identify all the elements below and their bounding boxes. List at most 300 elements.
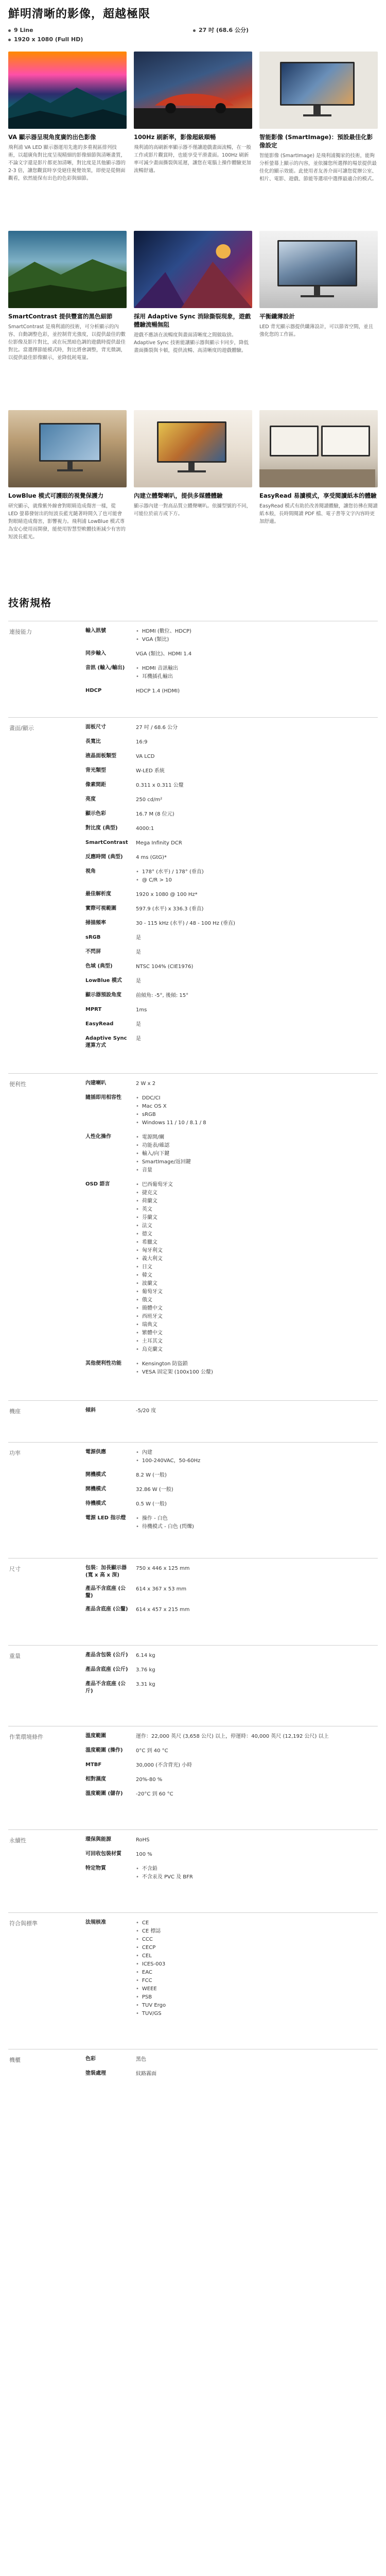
feature-image (134, 231, 252, 308)
spec-value (136, 1006, 378, 1014)
spec-row (85, 1865, 378, 1882)
spec-key: 色彩 (85, 2056, 96, 2062)
feature-text: 飛利浦 VA LED 顯示器運用先進的多重視區排列技術，以超廣角對比度呈現精細的影像細節與清晰畫質，不論文字還是影片都更加清晰，對比度是其他顯示器的 2-3 倍，讓您觀賞時享受絕佳視覺效果，即使是從側面觀看，依然能保有出色的色彩與細節。 (8, 145, 126, 181)
car-illustration (134, 52, 252, 129)
bullet-icon (193, 29, 196, 32)
spec-value-item: • VESA 固定架 (100x100 公釐) (136, 1368, 378, 1377)
spec-value-item: 黑色 (136, 2057, 146, 2062)
spec-value-item: • 操作 - 白色 (136, 1515, 378, 1523)
monitor-illustration (157, 421, 226, 463)
spec-rows (85, 1449, 378, 1537)
spec-key: 液晶面板類型 (85, 753, 116, 759)
spec-value-item: • CE (136, 1919, 378, 1927)
spec-section (8, 1073, 378, 1383)
spec-value-item: 250 cd/m² (136, 797, 163, 803)
feature-image (8, 410, 127, 487)
feature-card (8, 52, 127, 222)
spec-value-item: NTSC 104% (CIE1976) (136, 964, 194, 970)
spec-key: 傾斜 (85, 1408, 96, 1413)
spec-value-item: VA LCD (136, 754, 155, 759)
spec-value-item: -20°C 到 60 °C (136, 1791, 173, 1797)
feature-card (8, 410, 127, 572)
spec-value-item: 20%-80 % (136, 1777, 163, 1783)
spec-value-item: 30 - 115 kHz (水平) / 48 - 100 Hz (垂直) (136, 921, 235, 926)
spec-key: SmartContrast (85, 840, 128, 845)
spec-value (136, 1790, 378, 1799)
spec-value (136, 1666, 378, 1674)
spec-row (85, 839, 378, 848)
feature-title: 智能影像 (SmartImage)：預設最佳化影像設定 (259, 133, 373, 149)
feature-card (8, 231, 127, 401)
spec-value-item: 6.14 kg (136, 1653, 155, 1658)
spec-row (85, 948, 378, 957)
spec-key: 電源供應 (85, 1449, 106, 1455)
spec-rows (85, 1080, 378, 1383)
spec-value (136, 665, 378, 681)
spec-value-item: HDCP 1.4 (HDMI) (136, 688, 180, 694)
spec-value (136, 1486, 378, 1494)
spec-value (136, 1500, 378, 1509)
spec-row (85, 1360, 378, 1377)
spec-section (8, 1912, 378, 2024)
spec-value-item: • 荷蘭文 (136, 1197, 378, 1206)
spec-sections (8, 621, 378, 2084)
spec-value-item: • 178° (水平) / 178° (垂直) (136, 868, 378, 876)
spec-row (85, 810, 378, 819)
spec-value (136, 782, 378, 790)
spec-value (136, 1836, 378, 1844)
spec-section-title: 重量 (9, 1653, 21, 1659)
feature-text: 顯示器內建一對高品質立體聲喇叭。依據型號的不同，可能位於前方或下方。 (134, 503, 252, 517)
spec-key: OSD 語言 (85, 1181, 110, 1187)
spec-value-item: • 韓文 (136, 1272, 378, 1280)
spec-key: EasyRead (85, 1021, 114, 1027)
spec-value-item: • 電源開/關 (136, 1133, 378, 1142)
spec-row (85, 905, 378, 913)
spec-section (8, 621, 378, 702)
spec-value (136, 1360, 378, 1377)
spec-key: 顯示器預設角度 (85, 992, 121, 998)
feature-card (259, 52, 378, 222)
feature-image (8, 52, 127, 129)
spec-key: 視角 (85, 869, 96, 874)
spec-value (136, 1471, 378, 1480)
spec-row (85, 1733, 378, 1741)
spec-value-item: • HDMI 音訊輸出 (136, 665, 378, 673)
spec-key: 法規核准 (85, 1920, 106, 1925)
spec-key: 最佳解析度 (85, 891, 111, 897)
specs-section (0, 572, 386, 2084)
feature-card (259, 231, 378, 401)
spec-key: 輸入訊號 (85, 628, 106, 634)
spec-value (136, 868, 378, 885)
spec-value (136, 1606, 378, 1614)
spec-value-item: 運作：22,000 英尺 (3,658 公尺) 以上，停運時：40,000 英尺 (12,192 公尺) 以上 (136, 1734, 329, 1739)
spec-value-item: • 土耳其文 (136, 1337, 378, 1346)
spec-value-item: 是 (136, 1036, 141, 1042)
spec-key: 開機模式 (85, 1472, 106, 1478)
spec-value-item: • TUV Ergo (136, 2002, 378, 2010)
spec-value (136, 1407, 378, 1415)
spec-value-item: 紋路霧面 (136, 2071, 156, 2077)
spec-row (85, 825, 378, 833)
feature-card (134, 410, 252, 572)
spec-section-title: 機櫃 (9, 2057, 21, 2063)
spec-value (136, 1865, 378, 1882)
spec-section (8, 1726, 378, 1805)
spec-value (136, 1652, 378, 1660)
spec-row (85, 1606, 378, 1614)
spec-value-item: • 巴西葡萄牙文 (136, 1181, 378, 1189)
spec-value (136, 1585, 378, 1600)
spec-row (85, 1836, 378, 1844)
spec-value-item: 0.311 x 0.311 公釐 (136, 783, 184, 788)
spec-row (85, 920, 378, 928)
feature-image (259, 231, 378, 308)
spec-value (136, 963, 378, 971)
spec-row (85, 854, 378, 862)
feature-image (134, 52, 252, 129)
spec-row (85, 1851, 378, 1859)
spec-key: 產品含包裝 (公斤) (85, 1652, 128, 1658)
spec-value-item: • 德文 (136, 1230, 378, 1239)
hero-meta (8, 26, 378, 44)
hero-meta-item: 9 Line (8, 26, 193, 35)
spec-value-item: Mega Infinity DCR (136, 840, 182, 846)
spec-value-item: • DDC/CI (136, 1094, 378, 1103)
spec-value-item: • 捷克文 (136, 1189, 378, 1197)
feature-title: SmartContrast 提供豐富的黑色細節 (8, 313, 113, 320)
spec-section (8, 2049, 378, 2084)
spec-row (85, 1021, 378, 1029)
spec-value (136, 1681, 378, 1695)
spec-value (136, 1094, 378, 1127)
spec-value-item: • 英文 (136, 1206, 378, 1214)
spec-key: 產品含底座 (公釐) (85, 1606, 128, 1612)
spec-key: 不閃屏 (85, 949, 101, 955)
spec-value (136, 687, 378, 696)
hero-title: 鮮明清晰的影像，超越極限 (8, 8, 151, 21)
spec-value-item: • 音量 (136, 1166, 378, 1175)
spec-key: 產品含底座 (公斤) (85, 1667, 128, 1672)
spec-key: 電源 LED 指示燈 (85, 1515, 126, 1521)
spec-value-item: • PSB (136, 1993, 378, 2002)
spec-row (85, 1407, 378, 1415)
feature-title: VA 顯示器呈現角度廣的出色影像 (8, 133, 96, 141)
spec-key: 溫度範圍 (儲存) (85, 1791, 123, 1797)
hero-meta-item: 27 吋 (68.6 公分) (193, 26, 378, 35)
spec-value-item: 100 % (136, 1852, 152, 1857)
spec-key: sRGB (85, 935, 101, 940)
spec-section-title: 尺寸 (9, 1566, 21, 1572)
spec-row (85, 934, 378, 942)
spec-value (136, 992, 378, 1000)
spec-value (136, 810, 378, 819)
spec-rows (85, 1733, 378, 1805)
spec-key: 音訊 (輸入/輸出) (85, 665, 125, 671)
spec-value-item: 614 x 457 x 215 mm (136, 1607, 190, 1613)
spec-row (85, 1181, 378, 1354)
spec-value-item: • 待機模式 - 白色 (閃爍) (136, 1523, 378, 1531)
spec-value-item: 32.86 W (一般) (136, 1487, 173, 1493)
spec-key: 相對濕度 (85, 1776, 106, 1782)
spec-value-item: • 100-240VAC，50-60Hz (136, 1457, 378, 1465)
spec-row (85, 963, 378, 971)
spec-section-title: 符合與標準 (9, 1920, 38, 1927)
spec-section (8, 1400, 378, 1421)
spec-key: 背光類型 (85, 768, 106, 773)
spec-value-item: 是 (136, 978, 141, 984)
spec-row (85, 650, 378, 658)
spec-value-item: 4 ms (GtG)* (136, 855, 167, 860)
spec-row (85, 687, 378, 696)
spec-row (85, 1919, 378, 2018)
spec-value-item: 4000:1 (136, 826, 154, 832)
spec-key: 人性化操作 (85, 1134, 111, 1140)
spec-rows (85, 628, 378, 702)
feature-grid (0, 44, 386, 572)
spec-value-item: • CEL (136, 1952, 378, 1960)
spec-key: 長寬比 (85, 739, 101, 744)
feature-title: 平衡纖薄設計 (259, 313, 295, 320)
spec-rows (85, 1407, 378, 1421)
bullet-icon (8, 29, 11, 32)
spec-row (85, 1486, 378, 1494)
spec-value-item: • 不含汞及 PVC 及 BFR (136, 1873, 378, 1882)
spec-value (136, 1919, 378, 2018)
spec-value-item: 2 W x 2 (136, 1081, 156, 1087)
spec-value-item: • @ C/R > 10 (136, 876, 378, 885)
spec-value (136, 1761, 378, 1770)
spec-row (85, 1080, 378, 1088)
spec-value-item: 16.7 M (8 位元) (136, 811, 174, 817)
spec-row (85, 1035, 378, 1049)
spec-row (85, 1790, 378, 1799)
spec-row (85, 1133, 378, 1175)
feature-title: EasyRead 易讀模式，享受閱讀紙本的體驗 (259, 492, 377, 499)
spec-value (136, 738, 378, 747)
spec-row (85, 738, 378, 747)
spec-value-item: • 不含鉛 (136, 1865, 378, 1873)
spec-value-item: • 烏克蘭文 (136, 1346, 378, 1354)
spec-value-item: • 義大利文 (136, 1255, 378, 1263)
spec-row (85, 753, 378, 761)
spec-row (85, 1681, 378, 1695)
spec-row (85, 1652, 378, 1660)
spec-value-item: • 匈牙利文 (136, 1247, 378, 1255)
game-scene-illustration (134, 231, 252, 308)
spec-value-item: 0.5 W (一般) (136, 1501, 167, 1507)
spec-value-item: • CE 標誌 (136, 1927, 378, 1936)
monitor-illustration (270, 426, 319, 456)
spec-value-item: • Mac OS X (136, 1103, 378, 1111)
monitor-illustration (321, 426, 370, 456)
feature-text: LED 背光顯示器提供纖薄設計，可以節省空間，並且強化您的工作區。 (259, 324, 374, 337)
spec-row (85, 1449, 378, 1465)
spec-row (85, 1565, 378, 1579)
spec-value-item: • 法文 (136, 1222, 378, 1230)
spec-value-item: • FCC (136, 1977, 378, 1985)
spec-value (136, 767, 378, 775)
spec-value-item: • 日文 (136, 1263, 378, 1272)
hero-section (0, 0, 386, 44)
spec-value (136, 934, 378, 942)
spec-row (85, 1094, 378, 1127)
spec-value-item: • Kensington 防盜鎖 (136, 1360, 378, 1368)
spec-value (136, 796, 378, 804)
spec-section (8, 1558, 378, 1620)
feature-text: 遊戲不應該在流暢度與畫面清晰度之間做取捨。Adaptive Sync 技術能讓顯示器與顯示卡同步，降低畫面撕裂與卡頓，提供流暢、高清晰度的遊戲體驗。 (134, 332, 249, 353)
spec-key: HDCP (85, 688, 102, 693)
spec-value (136, 1449, 378, 1465)
spec-value-item: • 葡萄牙文 (136, 1288, 378, 1296)
spec-value-item: • 內建 (136, 1449, 378, 1457)
spec-value (136, 1747, 378, 1755)
feature-card (134, 231, 252, 401)
spec-section-title: 機座 (9, 1408, 21, 1415)
spec-section-title: 永續性 (9, 1837, 26, 1844)
spec-value (136, 2070, 378, 2078)
spec-value (136, 839, 378, 848)
spec-row (85, 665, 378, 681)
spec-rows (85, 1919, 378, 2024)
spec-value (136, 920, 378, 928)
feature-text: 智能影像 (SmartImage) 是飛利浦獨家的技術，能夠分析螢幕上顯示的內容，並依據您所選擇的場景提供最佳化的顯示效能。此使用者友善介面可讓您從辦公室、相片、電影、遊戲、節能等選項中選擇最適合的模式。 (259, 153, 377, 182)
spec-key: 待機模式 (85, 1501, 106, 1506)
feature-title: 內建立體聲喇叭，提供多媒體體驗 (134, 492, 223, 499)
spec-value-item: • 輸入/向下鍵 (136, 1150, 378, 1158)
scenery-illustration (8, 52, 127, 129)
spec-value-item: VGA (類比)、HDMI 1.4 (136, 651, 192, 657)
spec-value (136, 891, 378, 899)
spec-value-item: • Windows 11 / 10 / 8.1 / 8 (136, 1119, 378, 1127)
spec-key: 開機模式 (85, 1486, 106, 1492)
feature-text: SmartContrast 是飛利浦的技術，可分析顯示的內容、自動調整色彩，並控制背光強度，以提供最佳的數位影像及影片對比，或在玩黑暗色調的遊戲時提供最佳對比。當選擇節能模式時，對比將會調整，背光微調，以提供最佳影像顯示，並降低耗電量。 (8, 324, 126, 361)
feature-image (259, 52, 378, 129)
spec-value-item: • 簡體中文 (136, 1304, 378, 1313)
spec-row (85, 1006, 378, 1014)
spec-value-item: • sRGB (136, 1111, 378, 1119)
spec-key: 顯示色彩 (85, 811, 106, 817)
spec-value-item: 3.76 kg (136, 1667, 155, 1673)
feature-title: LowBlue 模式可護眼的視覺保護力 (8, 492, 104, 499)
spec-key: 環保與能源 (85, 1837, 111, 1842)
spec-section (8, 717, 378, 1056)
spec-row (85, 724, 378, 732)
spec-section (8, 1829, 378, 1888)
spec-key: 塗裝處理 (85, 2071, 106, 2076)
feature-text: EasyRead 模式有助於改善閱讀體驗，讓您彷彿在閱讀紙本般，長時間閱讀 PDF 檔、電子書等文字內容時更加舒適。 (259, 503, 378, 524)
spec-value-item: • 希臘文 (136, 1239, 378, 1247)
spec-row (85, 1747, 378, 1755)
spec-value-item: 614 x 367 x 53 mm (136, 1586, 187, 1592)
spec-value-item: 是 (136, 935, 141, 941)
spec-key: 溫度範圍 (操作) (85, 1748, 123, 1753)
spec-rows (85, 724, 378, 1056)
spec-key: 實際可視範圍 (85, 906, 116, 911)
spec-key: 溫度範圍 (85, 1733, 106, 1739)
spec-key: 特定物質 (85, 1866, 106, 1871)
spec-key: MPRT (85, 1007, 102, 1012)
spec-value-item: • 俄文 (136, 1296, 378, 1304)
monitor-illustration (280, 62, 355, 106)
feature-image (259, 410, 378, 487)
spec-value (136, 1733, 378, 1741)
spec-row (85, 868, 378, 885)
spec-key: 反應時間 (典型) (85, 854, 123, 860)
spec-section-title: 便利性 (9, 1081, 26, 1088)
spec-value-item: • HDMI (數位、HDCP) (136, 628, 378, 636)
spec-key: Adaptive Sync 運算方式 (85, 1036, 127, 1048)
spec-section (8, 1442, 378, 1537)
spec-row (85, 2070, 378, 2078)
spec-value (136, 1021, 378, 1029)
spec-value-item: • 繁體中文 (136, 1329, 378, 1337)
spec-value (136, 2056, 378, 2064)
spec-rows (85, 1652, 378, 1701)
spec-key: 包裝：加長顯示器 (寬 x 高 x 深) (85, 1565, 127, 1578)
spec-value-item: • TUV/GS (136, 2010, 378, 2018)
spec-value-item: RoHS (136, 1837, 150, 1843)
spec-value (136, 1181, 378, 1354)
spec-rows (85, 2056, 378, 2084)
hero-meta-item: 1920 x 1080 (Full HD) (8, 35, 193, 44)
feature-title: 採用 Adaptive Sync 消除撕裂現象，遊戲體驗流暢無阻 (134, 313, 251, 328)
spec-key: 掃描頻率 (85, 920, 106, 926)
monitor-illustration (39, 423, 101, 462)
spec-key: 產品不含底座 (公釐) (85, 1586, 126, 1599)
spec-value-item: 1920 x 1080 @ 100 Hz* (136, 892, 198, 897)
spec-section-title: 畫面/顯示 (9, 725, 34, 732)
spec-value-item: • 瑞典文 (136, 1321, 378, 1329)
spec-value-item: • CECP (136, 1944, 378, 1952)
spec-value (136, 1851, 378, 1859)
spec-row (85, 767, 378, 775)
spec-key: 色域 (典型) (85, 963, 113, 969)
spec-value-item: 前傾角: -5°, 後傾: 15° (136, 993, 189, 998)
bullet-icon (8, 39, 11, 41)
spec-value-item: 16:9 (136, 739, 148, 745)
spec-value (136, 1515, 378, 1531)
spec-value-item: 是 (136, 950, 141, 955)
spec-value (136, 825, 378, 833)
spec-key: 可回收包裝材質 (85, 1851, 121, 1857)
feature-title: 100Hz 刷新率，影像超級順暢 (134, 133, 216, 141)
spec-value-item: 1ms (136, 1007, 147, 1013)
spec-value-item: • WEEE (136, 1985, 378, 1993)
spec-value (136, 1133, 378, 1175)
spec-section-title: 作業環境條件 (9, 1734, 43, 1740)
spec-row (85, 796, 378, 804)
spec-value (136, 753, 378, 761)
spec-key: 產品不含底座 (公斤) (85, 1681, 126, 1694)
feature-image (134, 410, 252, 487)
specs-title: 技術規格 (8, 597, 51, 609)
spec-value-item: 0°C 到 40 °C (136, 1748, 168, 1754)
spec-row (85, 891, 378, 899)
spec-row (85, 977, 378, 986)
spec-value-item: • 西班牙文 (136, 1313, 378, 1321)
spec-row (85, 628, 378, 644)
feature-card (134, 52, 252, 222)
spec-value (136, 1565, 378, 1579)
spec-row (85, 1515, 378, 1531)
spec-section-title: 連接能力 (9, 629, 32, 635)
spec-value (136, 724, 378, 732)
spec-value-item: • 芬蘭文 (136, 1214, 378, 1222)
spec-value-item: • 耳機插孔輸出 (136, 673, 378, 681)
spec-row (85, 2056, 378, 2064)
